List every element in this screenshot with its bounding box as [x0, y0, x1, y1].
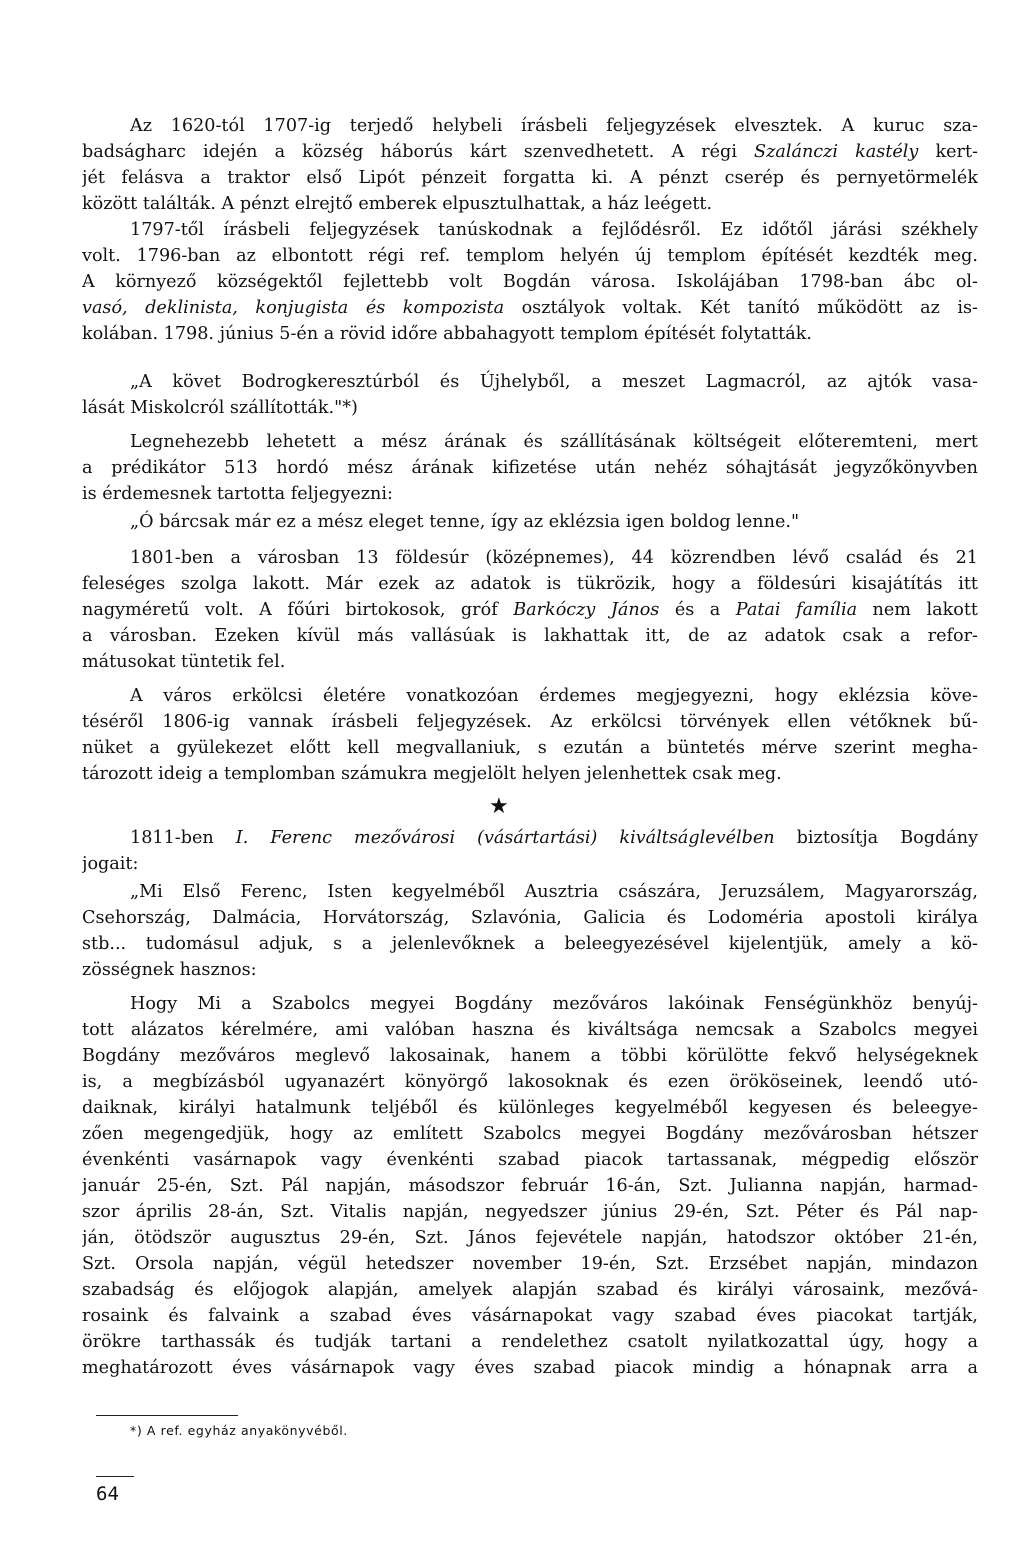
quote-line: rosaink és falvaink a szabad éves vásárnapokat vagy szabad éves piacokat tartják,	[82, 1306, 978, 1326]
quote-line: daiknak, királyi hatalmunk teljéből és különleges kegyelméből kegyesen és beleegye-	[82, 1098, 978, 1118]
text-line: kolában. 1798. június 5-én a rövid időre abbahagyott templom építését folytatták.	[82, 324, 812, 344]
text-line: feleséges szolga lakott. Már ezek az adatok is tükrözik, hogy a földesúri kisajátítás itt	[82, 574, 978, 594]
quote-line: tott alázatos kérelmére, ami valóban haszna és kiváltsága nemcsak a Szabolcs megyei	[82, 1020, 978, 1040]
star-separator-icon: ★	[489, 794, 509, 819]
text-line: a prédikátor 513 hordó mész árának kifizetése után nehéz sóhajtását jegyzőkönyvben	[82, 458, 978, 478]
quote-line: is, a megbízásból ugyanazért könyörgő lakosoknak és ezen örököseinek, leendő utó-	[82, 1072, 978, 1092]
text-line: tározott ideig a templomban számukra megjelölt helyen jelenhettek csak meg.	[82, 764, 782, 784]
text-line: A környező községektől fejlettebb volt Bogdán városa. Iskolájában 1798-ban ábc ol-	[82, 272, 978, 292]
quote-line: stb... tudomásul adjuk, s a jelenlevőknek a beleegyezésével kijelentjük, amely a kö-	[82, 934, 978, 954]
footnote-divider	[96, 1415, 238, 1416]
text-line: között találták. A pénzt elrejtő emberek elpusztulhattak, a ház leégett.	[82, 194, 713, 214]
quote-line: „A követ Bodrogkeresztúrból és Újhelyből, a meszet Lagmacról, az ajtók vasa-	[130, 372, 978, 392]
quote-line: „Ó bárcsak már ez a mész eleget tenne, így az eklézsia igen boldog lenne."	[130, 512, 800, 532]
quote-line: évenkénti vasárnapok vagy évenkénti szabad piacok tartassanak, mégpedig először	[82, 1150, 978, 1170]
quote-line: január 25-én, Szt. Pál napján, másodszor február 16-án, Szt. Julianna napján, harmad-	[82, 1176, 978, 1196]
quote-line: Hogy Mi a Szabolcs megyei Bogdány mezőváros lakóinak Fenségünkhöz benyúj-	[130, 994, 978, 1014]
text-line: nagyméretű volt. A főúri birtokosok, gróf Barkóczy János és a Patai família nem lakott	[82, 600, 978, 620]
text-line: 1797-től írásbeli feljegyzések tanúskodnak a fejlődésről. Ez időtől járási székhely	[130, 220, 978, 240]
footnote: *) A ref. egyház anyakönyvéből.	[130, 1423, 348, 1438]
quote-line: lását Miskolcról szállították."*)	[82, 398, 358, 418]
text-line: a városban. Ezeken kívül más vallásúak is lakhattak itt, de az adatok csak a refor-	[82, 626, 978, 646]
quote-line: „Mi Első Ferenc, Isten kegyelméből Ausztria császára, Jeruzsálem, Magyarország,	[130, 882, 978, 902]
page-number-rule	[96, 1476, 134, 1477]
quote-line: Csehország, Dalmácia, Horvátország, Szlavónia, Galicia és Lodoméria apostoli királya	[82, 908, 978, 928]
text-line: Legnehezebb lehetett a mész árának és szállításának költségeit előteremteni, mert	[130, 432, 978, 452]
quote-line: zösségnek hasznos:	[82, 960, 257, 980]
text-line: mátusokat tüntetik fel.	[82, 652, 286, 672]
text-line: A város erkölcsi életére vonatkozóan érdemes megjegyezni, hogy eklézsia köve-	[130, 686, 978, 706]
quote-line: örökre tarthassák és tudják tartani a rendelethez csatolt nyilatkozattal úgy, hogy a	[82, 1332, 978, 1352]
text-line: Az 1620-tól 1707-ig terjedő helybeli írásbeli feljegyzések elvesztek. A kuruc sza-	[130, 116, 978, 136]
quote-line: ján, ötödször augusztus 29-én, Szt. János fejevétele napján, hatodszor október 21-én,	[82, 1228, 978, 1248]
text-line: volt. 1796-ban az elbontott régi ref. templom helyén új templom építését kezdték meg.	[82, 246, 978, 266]
text-line: vasó, deklinista, konjugista és kompozista osztályok voltak. Két tanító működött az is-	[82, 298, 978, 318]
text-line: 1811-ben I. Ferenc mezővárosi (vásártartási) kiváltságlevélben biztosítja Bogdány	[130, 828, 978, 848]
quote-line: zően megengedjük, hogy az említett Szabolcs megyei Bogdány mezővárosban hétszer	[82, 1124, 978, 1144]
text-line: jét felásva a traktor első Lipót pénzeit forgatta ki. A pénzt cserép és pernyetörmelék	[82, 168, 978, 188]
text-line: nüket a gyülekezet előtt kell megvallaniuk, s ezután a büntetés mérve szerint megha-	[82, 738, 978, 758]
quote-line: szor április 28-án, Szt. Vitalis napján, negyedszer június 29-én, Szt. Péter és Pál nap-	[82, 1202, 978, 1222]
quote-line: Bogdány mezőváros meglevő lakosainak, hanem a többi körülötte fekvő helységeknek	[82, 1046, 978, 1066]
text-line: téséről 1806-ig vannak írásbeli feljegyzések. Az erkölcsi törvények ellen vétőknek bű-	[82, 712, 978, 732]
quote-line: szabadság és előjogok alapján, amelyek alapján szabad és királyi városaink, mezővá-	[82, 1280, 978, 1300]
text-line: is érdemesnek tartotta feljegyezni:	[82, 484, 393, 504]
text-line: 1801-ben a városban 13 földesúr (középnemes), 44 közrendben lévő család és 21	[130, 548, 978, 568]
text-line: jogait:	[82, 854, 139, 874]
quote-line: meghatározott éves vásárnapok vagy éves szabad piacok mindig a hónapnak arra a	[82, 1358, 978, 1378]
text-line: badságharc idején a község háborús kárt szenvedhetett. A régi Szalánczi kastély kert-	[82, 142, 978, 162]
quote-line: Szt. Orsola napján, végül hetedszer november 19-én, Szt. Erzsébet napján, mindazon	[82, 1254, 978, 1274]
page-number: 64	[96, 1483, 119, 1505]
